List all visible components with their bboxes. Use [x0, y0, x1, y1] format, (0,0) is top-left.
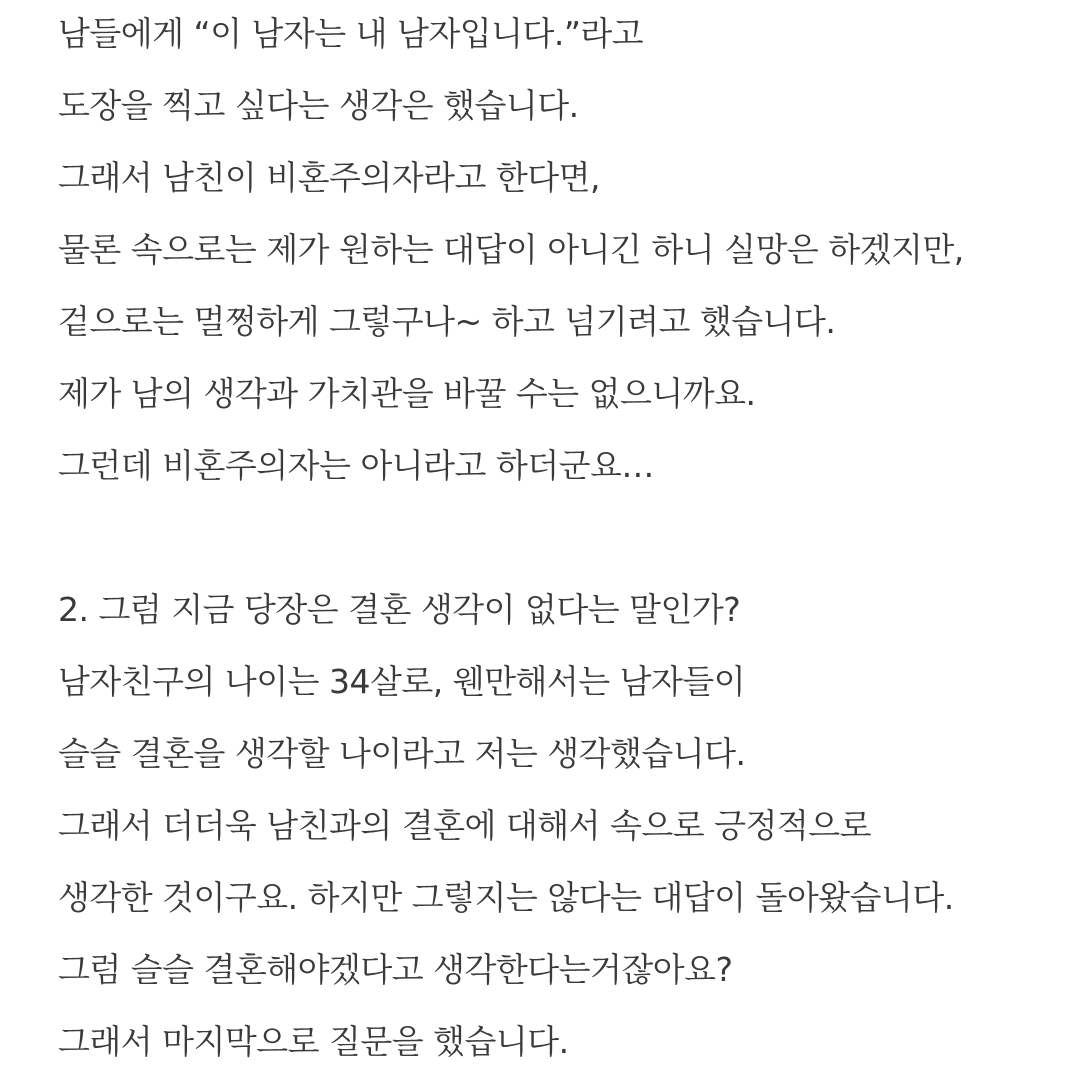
text-line: 그래서 더더욱 남친과의 결혼에 대해서 속으로 긍정적으로: [58, 806, 872, 845]
section-heading: 2. 그럼 지금 당장은 결혼 생각이 없다는 말인가?: [58, 590, 741, 629]
text-line: 그럼 슬슬 결혼해야겠다고 생각한다는거잖아요?: [58, 950, 733, 989]
text-line: 물론 속으로는 제가 원하는 대답이 아니긴 하니 실망은 하겠지만,: [58, 230, 964, 269]
text-line: 남자친구의 나이는 34살로, 웬만해서는 남자들이: [58, 662, 746, 701]
text-line: 겉으로는 멀쩡하게 그렇구나~ 하고 넘기려고 했습니다.: [58, 302, 836, 341]
text-line: 생각한 것이구요. 하지만 그렇지는 않다는 대답이 돌아왔습니다.: [58, 878, 954, 917]
article-text: [58, 12, 1058, 1092]
paragraph-spacer: [58, 516, 1058, 588]
text-line: 그래서 마지막으로 질문을 했습니다.: [58, 1022, 569, 1061]
text-line: 슬슬 결혼을 생각할 나이라고 저는 생각했습니다.: [58, 734, 746, 773]
paragraph-2: [58, 588, 1058, 1092]
text-line: 그래서 남친이 비혼주의자라고 한다면,: [58, 158, 601, 197]
text-line: 남들에게 “이 남자는 내 남자입니다.”라고: [58, 14, 644, 53]
paragraph-1: [58, 12, 1058, 516]
text-line: 도장을 찍고 싶다는 생각은 했습니다.: [58, 86, 579, 125]
text-line: 제가 남의 생각과 가치관을 바꿀 수는 없으니까요.: [58, 374, 756, 413]
text-line: 그런데 비혼주의자는 아니라고 하더군요…: [58, 446, 654, 485]
